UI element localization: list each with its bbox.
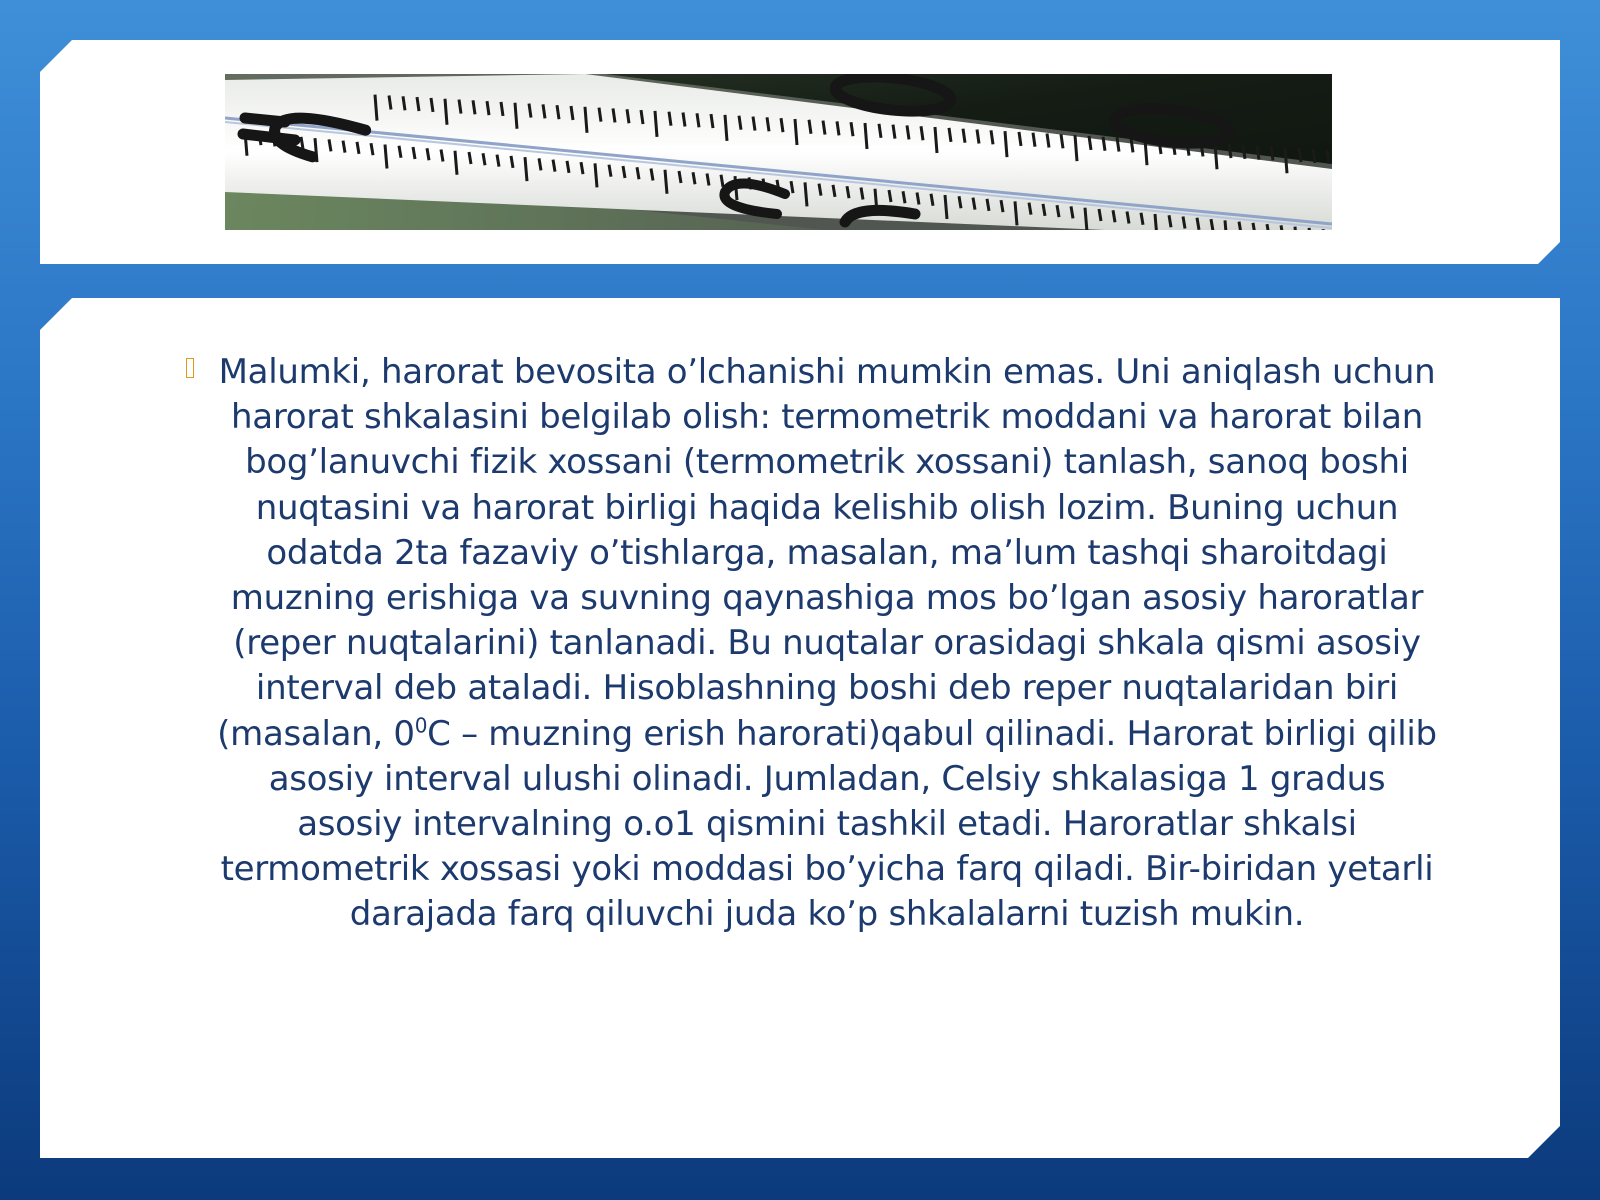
scale-tick [1215,143,1217,169]
scale-tick [1029,203,1031,215]
scale-tick [903,191,905,203]
scale-tick [511,156,513,168]
paragraph-text-part-1: Malumki, harorat bevosita o’lchanishi mumkin emas. Uni aniqlash uchun harorat shkalasini belgilab olish: termometrik moddani va harorat bilan bog’lanuvchi fizik xossani (termometrik xossani) tanlash, sanoq boshi nuqtasini va harorat birligi haqida kelishib olish lozim. Buning uchun odatda 2ta fazaviy o’tishlarga, masalan, ma’lum tashqi sharoitdagi muzning erishiga va suvning qaynashiga mos bo’lgan asosiy haroratlar (reper nuqtalarini) tanlanadi. Bu nuqtalar orasidagi shkala qismi asosiy interval deb ataladi. Hisoblashning boshi deb reper nuqtalaridan biri (masalan, 0 [217,352,1436,754]
scale-tick [525,157,527,181]
scale-tick [1113,210,1115,222]
scale-tick [389,95,391,109]
scale-tick [1155,214,1157,230]
scale-tick [739,116,741,130]
scale-tick [1271,146,1273,160]
scale-tick [865,123,867,149]
scale-tick [497,155,499,167]
scale-tick [1015,201,1017,225]
scale-tick [1103,137,1105,151]
square-bullet-icon [186,358,194,378]
scale-tick [501,102,503,116]
scale-tick [1089,136,1091,150]
scale-tick [851,122,853,136]
scale-tick [707,174,709,186]
scale-tick [581,162,583,174]
scale-tick [889,190,891,202]
scale-tick [417,97,419,111]
scale-tick [1061,134,1063,148]
scale-tick [641,110,643,124]
scale-tick [1239,222,1241,230]
scale-tick [553,160,555,172]
scale-tick [1313,149,1315,163]
scale-tick [515,103,517,129]
scale-tick [879,124,881,138]
scale-tick [483,153,485,165]
scale-tick [977,129,979,143]
scale-tick [1117,138,1119,152]
scale-tick [301,137,303,149]
scale-tick [1229,144,1231,158]
scale-tick [473,100,475,114]
scale-tick [907,125,909,139]
scale-tick [431,98,433,112]
scale-tick [963,129,965,143]
scale-tick [1299,148,1301,162]
scale-tick [651,168,653,180]
scale-tick [609,165,611,177]
scale-tick [469,152,471,164]
scale-tick [973,198,975,210]
scale-tick [847,186,849,198]
scale-tick [445,99,447,125]
scale-tick [1047,134,1049,148]
scale-tick [385,144,387,168]
scale-tick [823,121,825,135]
scale-tick [637,167,639,179]
scale-tick [613,108,615,122]
scale-tick [931,194,933,206]
scale-tick [1085,208,1087,230]
scale-tick [805,182,807,206]
scale-tick [371,143,373,155]
bullet-list [186,350,1446,938]
scale-tick [459,100,461,114]
scale-tick [861,187,863,199]
scale-tick [487,101,489,115]
scale-tick [945,195,947,219]
scale-tick [767,117,769,131]
scale-tick [1043,204,1045,216]
scale-tick [455,151,457,175]
scale-tick [1285,147,1287,173]
scale-tick [595,163,597,187]
scale-tick [991,130,993,144]
scale-tick [623,166,625,178]
scale-tick [1127,211,1129,223]
scale-tick [1243,145,1245,159]
scale-tick [665,170,667,194]
scale-tick [543,104,545,118]
paragraph-text-part-2: C – muzning erish harorati)qabul qilinadi. Harorat birligi qilib asosiy interval ulushi olinadi. Jumladan, Celsiy shkalasiga 1 gradus asosiy intervalning o.o1 qismini tashkil etadi. Haroratlar shkalsi termometrik xossasi yoki moddasi bo’yicha farq qiladi. Bir-biridan yetarli darajada farq qiluvchi juda ko’p shkalalarni tuzish mukin. [220,713,1437,935]
scale-tick [627,109,629,123]
scale-tick [599,108,601,122]
scale-tick [781,118,783,132]
scale-tick [1197,218,1199,230]
scale-tick [693,172,695,184]
scale-tick [1071,206,1073,218]
scale-tick [721,175,723,187]
scale-tick [683,112,685,126]
scale-tick [357,142,359,154]
scale-tick [1131,138,1133,152]
scale-tick [809,120,811,134]
scale-tick [557,105,559,119]
scale-tick [1211,219,1213,230]
scale-tick [1075,135,1077,161]
scale-tick [403,96,405,110]
scale-tick [833,185,835,197]
scale-tick [1019,132,1021,146]
scale-tick [959,196,961,208]
scale-tick [343,141,345,153]
scale-tick [921,126,923,140]
scale-tick [679,171,681,183]
scale-tick [711,114,713,128]
scale-tick [329,139,331,151]
scale-tick [697,113,699,127]
scale-tick [427,148,429,160]
thermometer-scale-photo [225,74,1332,230]
scale-tick [1001,200,1003,212]
scale-tick [413,147,415,159]
scale-tick [1099,209,1101,221]
scale-tick [585,107,587,133]
scale-tick [567,161,569,173]
scale-tick [1169,215,1171,227]
scale-tick [725,115,727,141]
scale-tick [1183,217,1185,229]
scale-tick [791,181,793,193]
scale-tick [1327,150,1329,164]
scale-tick [949,128,951,142]
scale-tick [795,119,797,145]
scale-tick [935,127,937,153]
scale-tick [893,125,895,139]
scale-tick [753,117,755,131]
scale-tick [655,111,657,137]
scale-tick [1005,131,1007,157]
scale-tick [1141,213,1143,225]
scale-tick [375,95,377,121]
degree-superscript: 0 [414,713,428,738]
scale-tick [1257,146,1259,160]
scale-tick [669,112,671,126]
scale-tick [1057,205,1059,217]
scale-tick [987,199,989,211]
scale-tick [571,106,573,120]
scale-tick [399,146,401,158]
scale-tick [917,193,919,205]
scale-tick [837,121,839,135]
scale-tick [529,104,531,118]
scale-tick [441,150,443,162]
scale-tick [1033,133,1035,147]
scale-tick [819,184,821,196]
body-paragraph [212,350,1442,938]
scale-tick [539,158,541,170]
